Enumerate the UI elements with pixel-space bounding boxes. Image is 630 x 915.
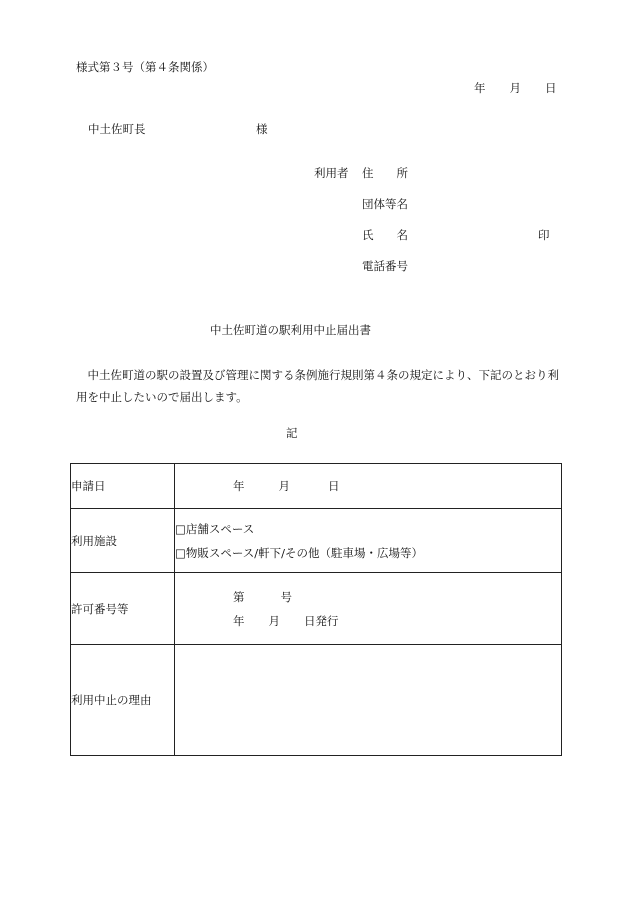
form-number: 様式第３号（第４条関係） xyxy=(76,60,214,74)
table-row-application-date xyxy=(71,464,562,509)
table-row-facility xyxy=(71,509,562,573)
addressee xyxy=(88,122,268,136)
permit-number-prefix: 第 xyxy=(233,589,245,604)
date-day: 日 xyxy=(545,81,557,95)
details-table xyxy=(70,463,562,756)
addressee-honorific: 様 xyxy=(256,122,268,136)
applicant-address-label: 住 所 xyxy=(362,166,408,180)
facility-option-store[interactable]: □店舗スペース xyxy=(175,521,255,536)
application-date-value[interactable] xyxy=(175,464,562,509)
permit-issue-date-line xyxy=(175,609,561,633)
permit-number-suffix: 号 xyxy=(280,589,292,604)
permit-value[interactable] xyxy=(175,573,562,645)
app-year: 年 xyxy=(233,479,245,493)
permit-number-line xyxy=(175,585,561,609)
applicant-name-label: 氏 名 xyxy=(362,228,408,242)
document-title: 中土佐町道の駅利用中止届出書 xyxy=(210,323,371,337)
facility-option-sales[interactable]: □物販スペース/軒下/その他（駐車場・広場等） xyxy=(175,545,424,560)
body-paragraph: 中土佐町道の駅の設置及び管理に関する条例施行規則第４条の規定により、下記のとおり利用を中止したいので届出します。 xyxy=(76,368,559,404)
ki-heading: 記 xyxy=(286,426,298,440)
table-row-reason xyxy=(71,645,562,756)
permit-label: 許可番号等 xyxy=(71,573,175,645)
permit-day-issued: 日発行 xyxy=(304,613,339,628)
applicant-phone-label: 電話番号 xyxy=(362,259,408,273)
permit-month: 月 xyxy=(268,613,280,628)
applicant-organization-label: 団体等名 xyxy=(362,197,408,211)
permit-year: 年 xyxy=(233,613,245,628)
table-row-permit xyxy=(71,573,562,645)
date-year: 年 xyxy=(474,81,486,95)
application-date-label: 申請日 xyxy=(71,464,175,509)
reason-value[interactable] xyxy=(175,645,562,756)
facility-label: 利用施設 xyxy=(71,509,175,573)
applicant-label: 利用者 xyxy=(314,166,349,180)
reason-label: 利用中止の理由 xyxy=(71,645,175,756)
submission-date xyxy=(474,83,557,95)
app-day: 日 xyxy=(328,479,340,493)
date-month: 月 xyxy=(509,81,521,95)
facility-options xyxy=(175,509,562,573)
addressee-name: 中土佐町長 xyxy=(88,122,146,136)
seal-mark: 印 xyxy=(538,228,550,242)
app-month: 月 xyxy=(278,479,290,493)
